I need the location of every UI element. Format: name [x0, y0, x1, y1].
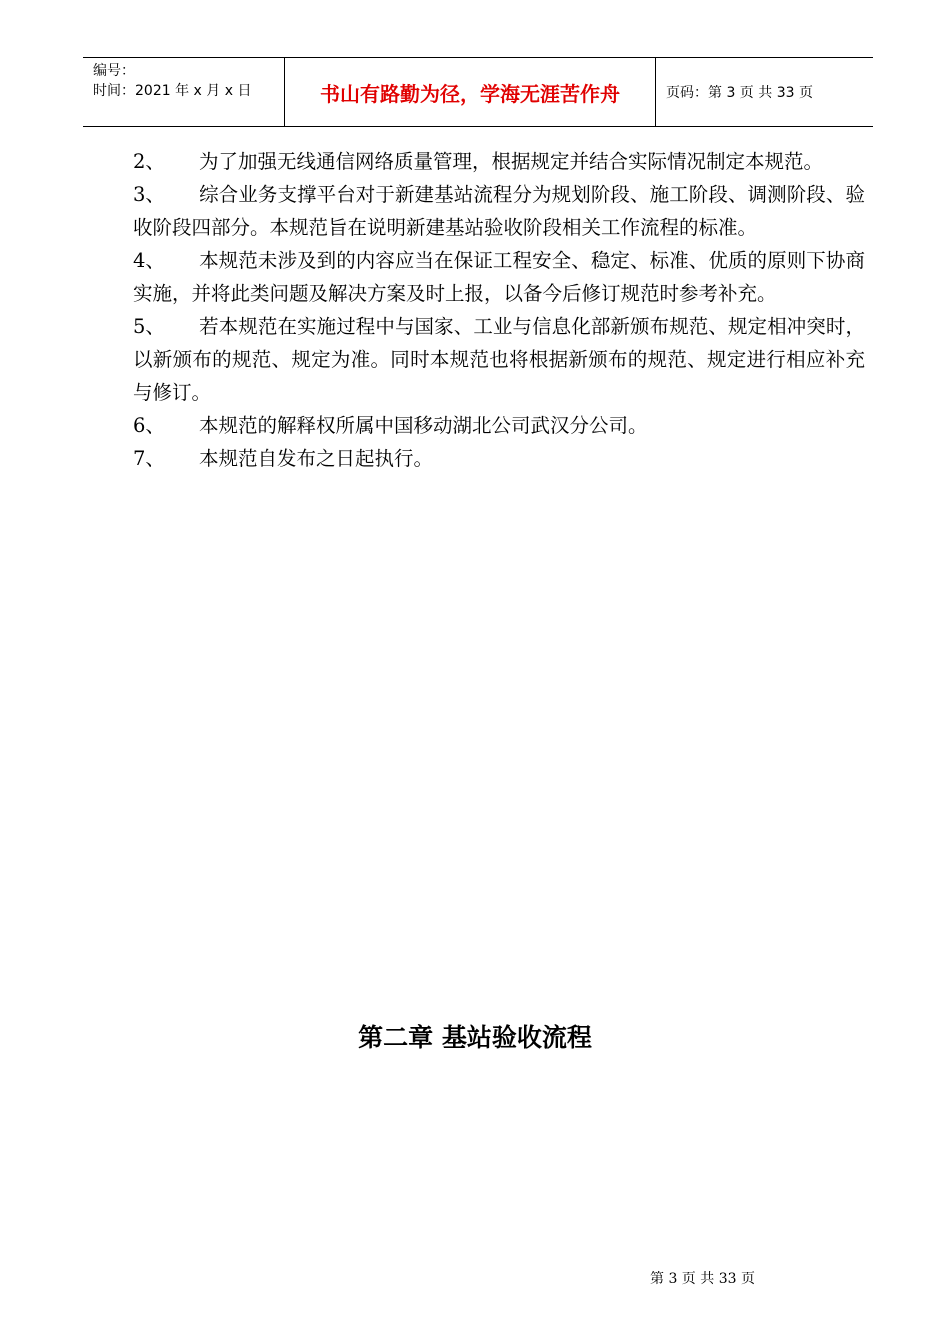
- document-body: [133, 145, 865, 475]
- item-text: 本规范自发布之日起执行。: [199, 447, 434, 470]
- item-text: 为了加强无线通信网络质量管理，根据规定并结合实际情况制定本规范。: [199, 150, 824, 173]
- item-number: 6、: [133, 414, 165, 437]
- item-number: 3、: [133, 183, 165, 206]
- chapter-title: 第二章 基站验收流程: [358, 1023, 592, 1052]
- list-item: [133, 442, 865, 475]
- item-text: 若本规范在实施过程中与国家、工业与信息化部新颁布规范、规定相冲突时，以新颁布的规范、规定为准。同时本规范也将根据新颁布的规范、规定进行相应补充与修订。: [133, 315, 865, 404]
- item-number: 5、: [133, 315, 165, 338]
- item-text: 综合业务支撑平台对于新建基站流程分为规划阶段、施工阶段、调测阶段、验收阶段四部分。本规范旨在说明新建基站验收阶段相关工作流程的标准。: [133, 183, 865, 239]
- item-number: 7、: [133, 447, 165, 470]
- page-header: [83, 57, 873, 127]
- item-text: 本规范未涉及到的内容应当在保证工程安全、稳定、标准、优质的原则下协商实施，并将此类问题及解决方案及时上报，以备今后修订规范时参考补充。: [133, 249, 865, 305]
- header-meta: [83, 58, 285, 126]
- list-item: [133, 145, 865, 178]
- list-item: [133, 409, 865, 442]
- page-footer: 第 3 页 共 33 页: [650, 1271, 755, 1287]
- list-item: [133, 310, 865, 409]
- list-item: [133, 178, 865, 244]
- header-motto: 书山有路勤为径，学海无涯苦作舟: [285, 58, 656, 126]
- document-date: 时间：2021 年 x 月 x 日: [93, 83, 252, 99]
- item-number: 4、: [133, 249, 165, 272]
- list-item: [133, 244, 865, 310]
- item-number: 2、: [133, 150, 165, 173]
- document-code-label: 编号：: [93, 63, 135, 79]
- item-text: 本规范的解释权所属中国移动湖北公司武汉分公司。: [199, 414, 648, 437]
- header-page-info: 页码：第 3 页 共 33 页: [666, 85, 813, 101]
